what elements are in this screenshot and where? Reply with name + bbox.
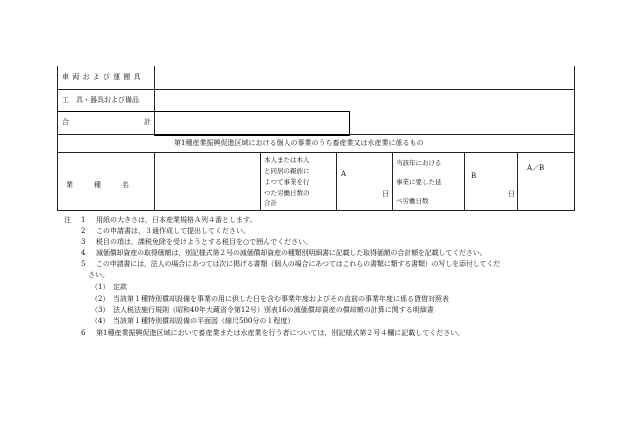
subnote-num-1: （1） (91, 283, 110, 291)
note-text-5-cont: さい。 (88, 271, 109, 279)
col-a-header-line-5: 合計 (264, 199, 277, 207)
top-table-label-divider (154, 66, 155, 135)
section2-bottom (57, 210, 575, 211)
note-text-1: 用紙の大きさは，日本産業規格Ａ列４番とします。 (96, 216, 257, 224)
col-b-header-line-2: 事業に要した延 (396, 178, 442, 186)
col-a-header-line-1: 本人または本人 (264, 156, 310, 164)
col-a-header-line-2: と同居の親族に (264, 167, 310, 175)
subnote-text-3: 法人税法施行規則（昭和40年大蔵省令第12号）別表16の減価償却資産の償却額の計算に関する明細書 (113, 306, 434, 314)
section2-left-border (57, 134, 58, 211)
section2-col-div-2 (260, 152, 261, 210)
subnote-text-1: 定款 (113, 283, 127, 291)
subnote-text-2: 当該第１種特別償却設備を事業の用に供した日を含む事業年度およびその直前の事業年度に係る貸借対照表 (113, 295, 449, 303)
top-table-row-line-2a (57, 111, 154, 112)
col-a-header-line-4: つた労働日数の (264, 189, 310, 197)
note-text-6: 第1種産業振興促進区域において畜産業または水産業を行う者については，別記様式第２号４欄に記載してください。 (96, 329, 465, 337)
col-a-unit: 日 (382, 190, 389, 198)
business-type-label: 業 種 名 (66, 181, 129, 189)
section2-right-border (574, 134, 575, 211)
top-table-border-right (574, 66, 575, 135)
ratio-label: A／B (527, 164, 545, 172)
col-a-letter: A (341, 170, 347, 178)
section2-col-div-6 (517, 152, 518, 210)
note-num-2: 2 (81, 227, 86, 235)
top-table-row-line-1 (57, 89, 575, 90)
note-num-3: 3 (81, 238, 86, 246)
col-b-header-line-3: べ労働日数 (396, 197, 429, 205)
note-num-1: 1 (81, 216, 86, 224)
col-a-header-line-3: よつて事業を行 (264, 178, 310, 186)
subnote-num-4: （4） (91, 317, 110, 325)
top-table-row-line-2b (154, 111, 350, 112)
note-text-4: 減価償却資産の取得価額は，別記様式第２号の減価償却資産の種類別明細書に記載した取得価額の合計額を記載してください。 (96, 249, 487, 257)
subnote-num-2: （2） (91, 295, 110, 303)
row-label-total-right: 計 (144, 118, 151, 126)
section2-col-div-3 (336, 152, 337, 210)
note-num-4: 4 (81, 249, 86, 257)
row-label-tools: 工 具・器具および備品 (62, 96, 139, 104)
subnote-text-4: 当該第１種特別償却設備の平面図（縮尺500分の１程度） (113, 317, 295, 325)
col-b-letter: B (471, 172, 477, 180)
top-table-total-box-right (349, 111, 350, 135)
row-label-vehicles: 車 両 お よ び 運 搬 具 (62, 73, 142, 81)
row-label-total-left: 合 (62, 118, 69, 126)
col-b-unit: 日 (508, 190, 515, 198)
note-text-3: 税目の項は，課税免除を受けようとする税目を○で囲んでください。 (96, 238, 313, 246)
col-b-header-line-1: 当該年における (396, 159, 442, 167)
subnote-num-3: （3） (91, 306, 110, 314)
top-table-total-box-bottom (154, 134, 350, 136)
section2-col-div-1 (154, 152, 155, 210)
section2-title-bottom (57, 152, 575, 153)
note-text-2: この申請書は，３通作成して提出してください。 (96, 227, 250, 235)
section2-col-div-5 (464, 152, 465, 210)
notes-prefix: 注 (64, 216, 71, 224)
note-text-5: この申請書には，法人の場合にあつては次に掲げる書類（個人の場合にあつてはこれらの書類に類する書類）の写しを添付してくだ (96, 260, 501, 268)
section2-col-div-4 (392, 152, 393, 210)
note-num-5: 5 (81, 260, 86, 268)
section2-title: 第1種産業振興促進区域における個人の事業のうち畜産業又は水産業に係るもの (174, 139, 424, 147)
top-table-border-left (57, 66, 58, 135)
note-num-6: 6 (81, 329, 86, 337)
